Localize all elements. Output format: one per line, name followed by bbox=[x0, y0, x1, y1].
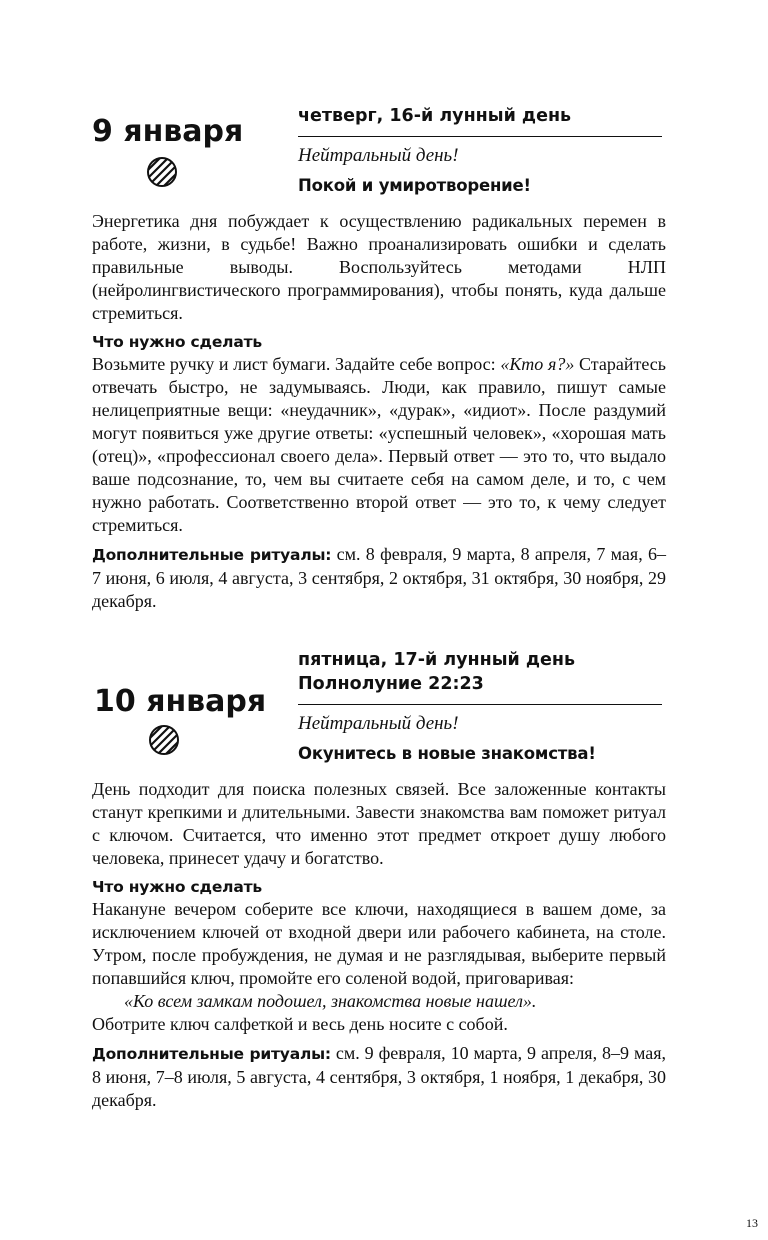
entry-header bbox=[298, 104, 662, 199]
rituals-text: см. 8 февраля, 9 марта, 8 апреля, 7 мая, 6–7 июня, 6 июля, 4 августа, 3 сентября, 2 октября, 31 октября, 30 ноября, 29 декабря. bbox=[92, 544, 666, 611]
intro-paragraph: Энергетика дня побуждает к осуществлению радикальных перемен в работе, жизни, в судьбе! Важно проанализировать ошибки и сделать правильные выводы. Воспользуйтесь методами НЛП (нейролингвистического программирования), чтобы понять, куда дальше стремиться. bbox=[92, 211, 666, 323]
divider bbox=[298, 704, 662, 705]
weekday-lunar-day: пятница, 17-й лунный день bbox=[298, 650, 576, 670]
moon-phase-icon bbox=[146, 156, 178, 188]
day-slogan: Покой и умиротворение! bbox=[298, 176, 531, 195]
todo-paragraph bbox=[92, 353, 666, 537]
todo-heading: Что нужно сделать bbox=[92, 333, 262, 351]
entry-body bbox=[92, 778, 666, 1112]
rituals-label: Дополнительные ритуалы: bbox=[92, 1045, 331, 1063]
entry-date: 10 января bbox=[94, 684, 267, 719]
rituals-paragraph bbox=[92, 1042, 666, 1112]
intro-paragraph: День подходит для поиска полезных связей. Все заложенные контакты станут крепкими и длительными. Завести знакомства вам поможет ритуал с ключом. Считается, что именно этот предмет откроет душу любого человека, принесет удачу и богатство. bbox=[92, 779, 666, 868]
todo-paragraph: Накануне вечером соберите все ключи, находящиеся в вашем доме, за исключением ключей от входной двери или рабочего кабинета, на столе. Утром, после пробуждения, не думая и не разглядывая, выберите первый попавшийся ключ, промойте его соленой водой, приговаривая: bbox=[92, 899, 666, 988]
todo-lead: Возьмите ручку и лист бумаги. Задайте себе вопрос: bbox=[92, 354, 501, 374]
day-type: Нейтральный день! bbox=[298, 145, 459, 166]
rituals-label: Дополнительные ритуалы: bbox=[92, 546, 332, 564]
after-quote: Оботрите ключ салфеткой и весь день носите с собой. bbox=[92, 1014, 508, 1034]
day-slogan: Окунитесь в новые знакомства! bbox=[298, 744, 596, 763]
weekday-lunar-day: четверг, 16-й лунный день bbox=[298, 106, 572, 126]
rituals-text: см. 9 февраля, 10 марта, 9 апреля, 8–9 мая, 8 июня, 7–8 июля, 5 августа, 4 сентября, 3 октября, 1 ноября, 1 декабря, 30 декабря. bbox=[92, 1043, 666, 1110]
entry-date: 9 января bbox=[92, 114, 244, 149]
entry-header bbox=[298, 648, 662, 767]
todo-question: «Кто я?» bbox=[500, 354, 575, 374]
ritual-quote: «Ко всем замкам подошел, знакомства новые нашел». bbox=[124, 991, 537, 1011]
day-type: Нейтральный день! bbox=[298, 713, 459, 734]
moon-phase-icon bbox=[148, 724, 180, 756]
divider bbox=[298, 136, 662, 137]
rituals-paragraph bbox=[92, 543, 666, 613]
page-number: 13 bbox=[746, 1216, 758, 1230]
entry-body bbox=[92, 210, 666, 613]
todo-heading: Что нужно сделать bbox=[92, 878, 262, 896]
full-moon-time: Полнолуние 22:23 bbox=[298, 674, 484, 694]
todo-rest: Старайтесь отвечать быстро, не задумываясь. Люди, как правило, пишут самые нелицеприятные вещи: «неудачник», «дурак», «идиот». После раздумий могут появиться уже другие ответы: «успешный человек», «хорошая мать (отец)», «профессионал своего дела». Первый ответ — это то, что выдало ваше подсознание, то, чем вы считаете себя на самом деле, и то, с чем нужно работать. Соответственно второй ответ — это то, к чему следует стремиться. bbox=[92, 354, 666, 535]
